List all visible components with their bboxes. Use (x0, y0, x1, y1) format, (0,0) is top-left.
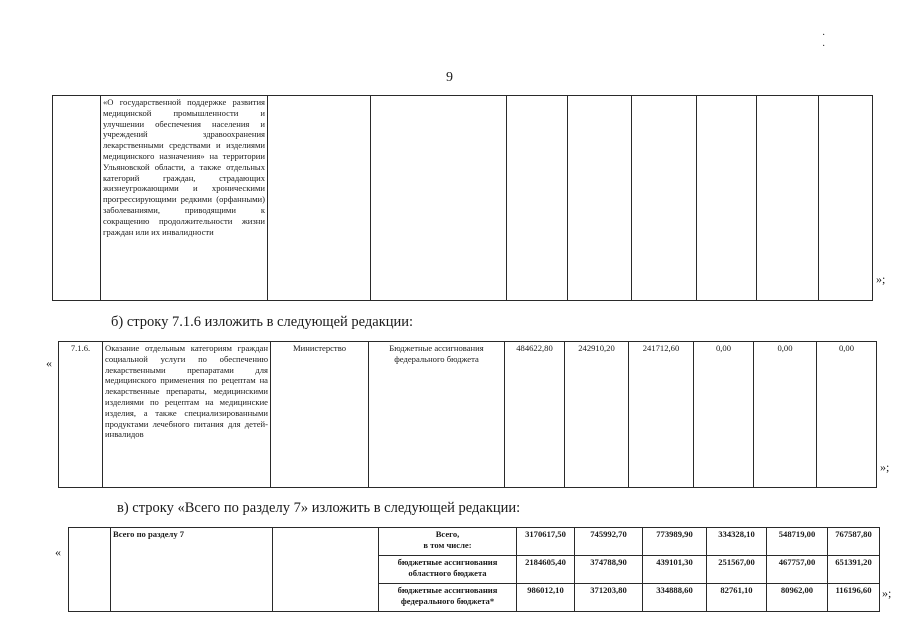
cell-source (371, 96, 507, 301)
source-total: Всего, в том числе: (379, 528, 517, 556)
heading-c: в) строку «Всего по разделу 7» изложить в следующей редакции: (117, 500, 521, 516)
cell-executor (273, 528, 379, 612)
opening-quote-2: « (46, 356, 52, 370)
row-executor: Министерство (271, 342, 369, 488)
value-cell: 241712,60 (629, 342, 694, 488)
cell-empty-number (53, 96, 101, 301)
top-marks: · · (822, 30, 856, 52)
value-cell: 767587,80 (828, 528, 880, 556)
table-row-7-1-6 (58, 341, 877, 488)
table-continuation (52, 95, 873, 301)
value-cell: 116196,60 (828, 584, 880, 612)
value-cell: 548719,00 (767, 528, 828, 556)
source-federal: бюджетные ассигнования федерального бюджета* (379, 584, 517, 612)
value-cell: 773989,90 (643, 528, 707, 556)
value-cell: 0,00 (817, 342, 877, 488)
value-cell: 251567,00 (707, 556, 767, 584)
source-regional: бюджетные ассигнования областного бюджета (379, 556, 517, 584)
closing-quote-1: »; (876, 272, 886, 286)
value-cell: 439101,30 (643, 556, 707, 584)
value-cell: 374788,90 (575, 556, 643, 584)
cell-empty-number (69, 528, 111, 612)
closing-quote-3: »; (882, 586, 892, 600)
row-description: Оказание отдельным категориям граждан социальной услуги по обеспечению лекарственными препаратами для медицинского применения по рецептам на лекарственные препараты, медицинскими изделиями по рецептам на медицинские изделия, а также специализированными продуктами лечебного питания для детей-инвалидов (103, 342, 271, 488)
cell-value (632, 96, 697, 301)
value-cell: 986012,10 (517, 584, 575, 612)
total-label: Всего по разделу 7 (111, 528, 273, 612)
value-cell: 371203,80 (575, 584, 643, 612)
value-cell: 0,00 (694, 342, 754, 488)
row-number: 7.1.6. (59, 342, 103, 488)
cell-executor (268, 96, 371, 301)
value-cell: 80962,00 (767, 584, 828, 612)
cell-value (819, 96, 873, 301)
value-cell: 2184605,40 (517, 556, 575, 584)
value-cell: 0,00 (754, 342, 817, 488)
value-cell: 242910,20 (565, 342, 629, 488)
opening-quote-3: « (55, 545, 61, 559)
value-cell: 82761,10 (707, 584, 767, 612)
cell-value (507, 96, 568, 301)
value-cell: 3170617,50 (517, 528, 575, 556)
cell-value (568, 96, 632, 301)
cell-value (697, 96, 757, 301)
table-total-section-7 (68, 527, 880, 612)
value-cell: 334328,10 (707, 528, 767, 556)
value-cell: 651391,20 (828, 556, 880, 584)
row-funding-source: Бюджетные ассигнования федерального бюджета (369, 342, 505, 488)
cell-value (757, 96, 819, 301)
page-number: 9 (446, 70, 453, 85)
value-cell: 467757,00 (767, 556, 828, 584)
value-cell: 484622,80 (505, 342, 565, 488)
heading-b: б) строку 7.1.6 изложить в следующей редакции: (111, 314, 414, 330)
value-cell: 745992,70 (575, 528, 643, 556)
value-cell: 334888,60 (643, 584, 707, 612)
program-name-cell: «О государственной поддержке развития медицинской промышленности и улучшении обеспечения населения и учреждений здравоохранения лекарственными средствами и изделиями медицинского назначения» на территории Ульяновской области, а также отдельных категорий граждан, страдающих жизнеугрожающими и хроническими прогрессирующими редкими (орфанными) заболеваниями, приводящими к сокращению продолжительности жизни граждан или их инвалидности (101, 96, 268, 301)
closing-quote-2: »; (880, 460, 890, 474)
